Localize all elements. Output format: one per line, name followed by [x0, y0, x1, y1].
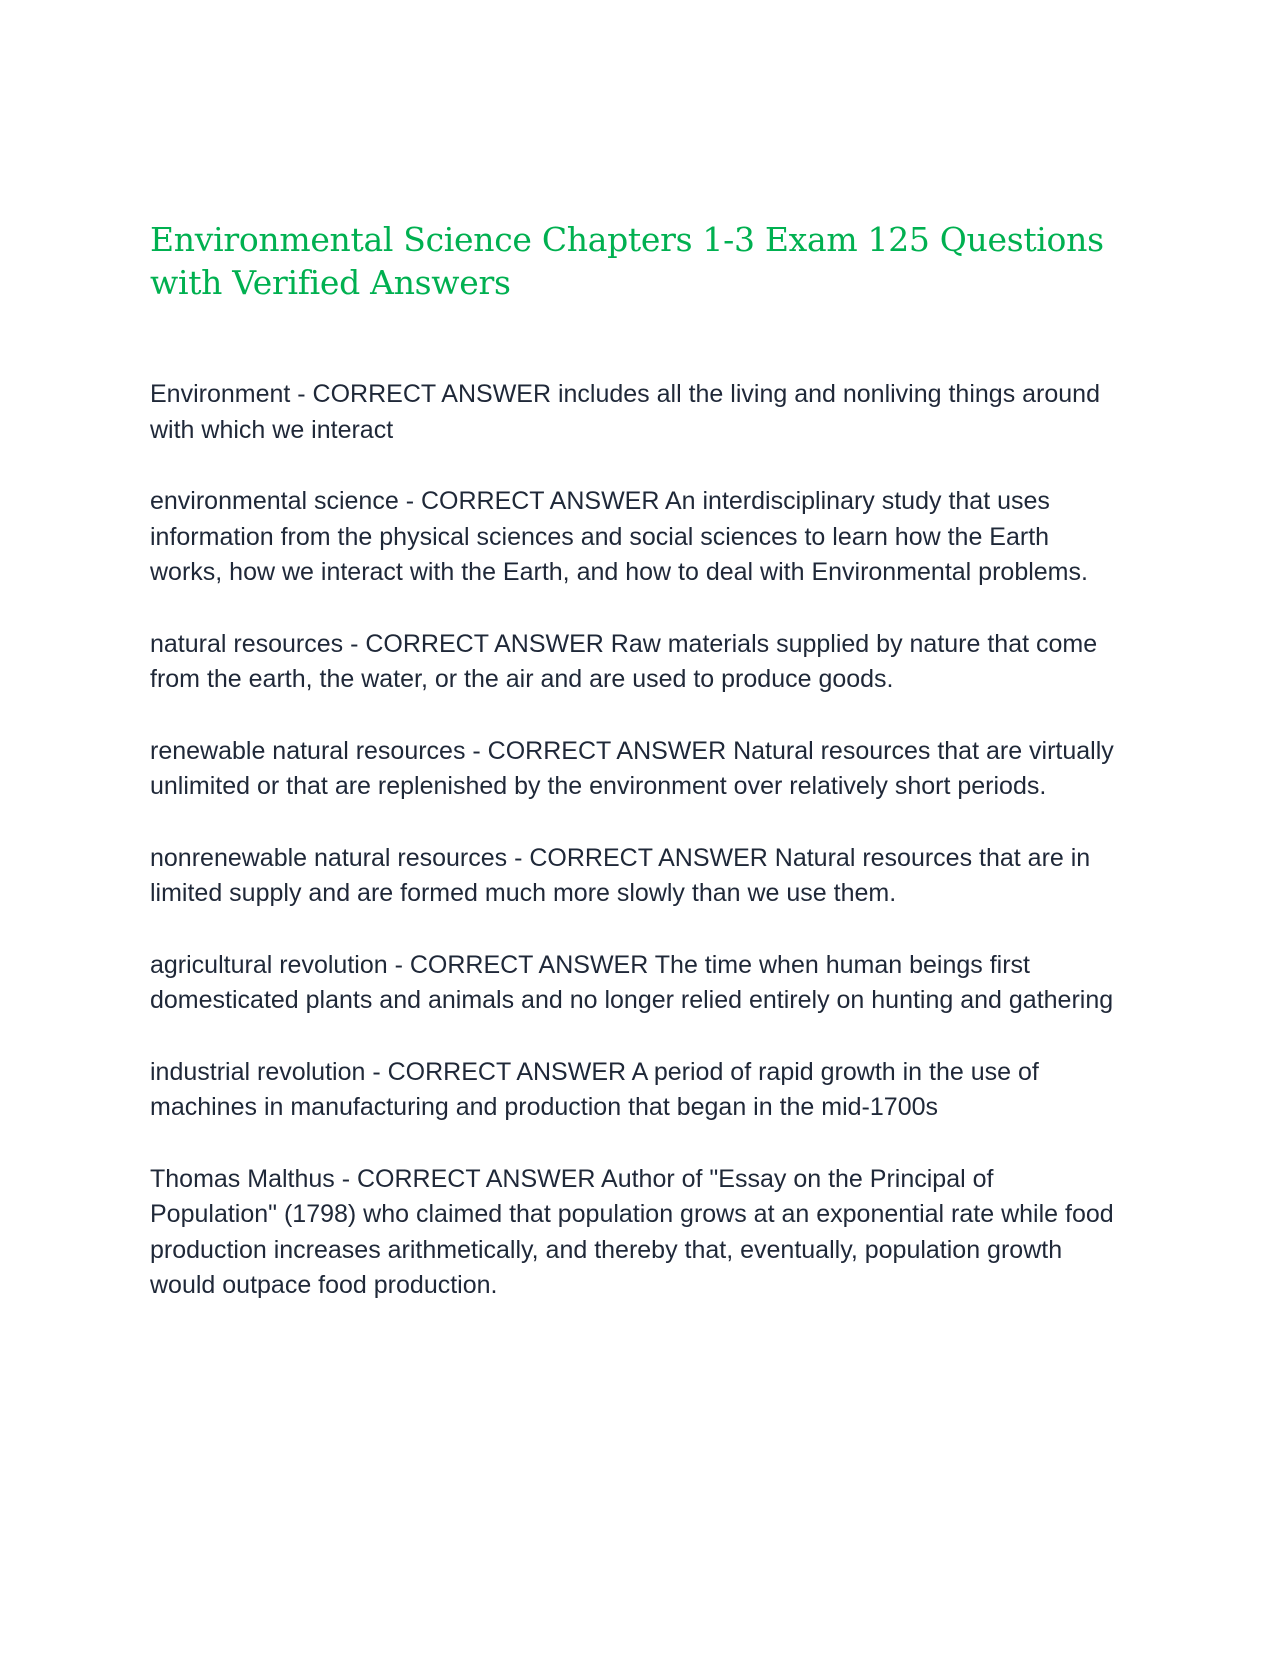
- qa-entry-agricultural-revolution: agricultural revolution - CORRECT ANSWER The time when human beings first domesticated plants and animals and no longer relied entirely on hunting and gathering: [150, 950, 1114, 1014]
- qa-entry-thomas-malthus: Thomas Malthus - CORRECT ANSWER Author of "Essay on the Principal of Population" (1798) who claimed that population grows at an exponential rate while food production increases arithmetically, and thereby that, eventually, population growth would outpace food production.: [150, 1164, 1114, 1299]
- qa-entry-industrial-revolution: industrial revolution - CORRECT ANSWER A period of rapid growth in the use of machines in manufacturing and production that began in the mid-1700s: [150, 1057, 1039, 1121]
- qa-entry-nonrenewable-natural-resources: nonrenewable natural resources - CORRECT ANSWER Natural resources that are in limited supply and are formed much more slowly than we use them.: [150, 843, 1091, 907]
- document-title: Environmental Science Chapters 1-3 Exam 125 Questions with Verified Answers: [150, 220, 1104, 302]
- qa-list: [150, 377, 1120, 1340]
- qa-entry-natural-resources: natural resources - CORRECT ANSWER Raw materials supplied by nature that come from the earth, the water, or the air and are used to produce goods.: [150, 629, 1098, 693]
- qa-entry-renewable-natural-resources: renewable natural resources - CORRECT ANSWER Natural resources that are virtually unlimited or that are replenished by the environment over relatively short periods.: [150, 736, 1114, 800]
- qa-entry-environment: Environment - CORRECT ANSWER includes all the living and nonliving things around with which we interact: [150, 380, 1100, 444]
- qa-entry-environmental-science: environmental science - CORRECT ANSWER An interdisciplinary study that uses information from the physical sciences and social sciences to learn how the Earth works, how we interact with the Earth, and how to deal with Environmental problems.: [150, 487, 1088, 586]
